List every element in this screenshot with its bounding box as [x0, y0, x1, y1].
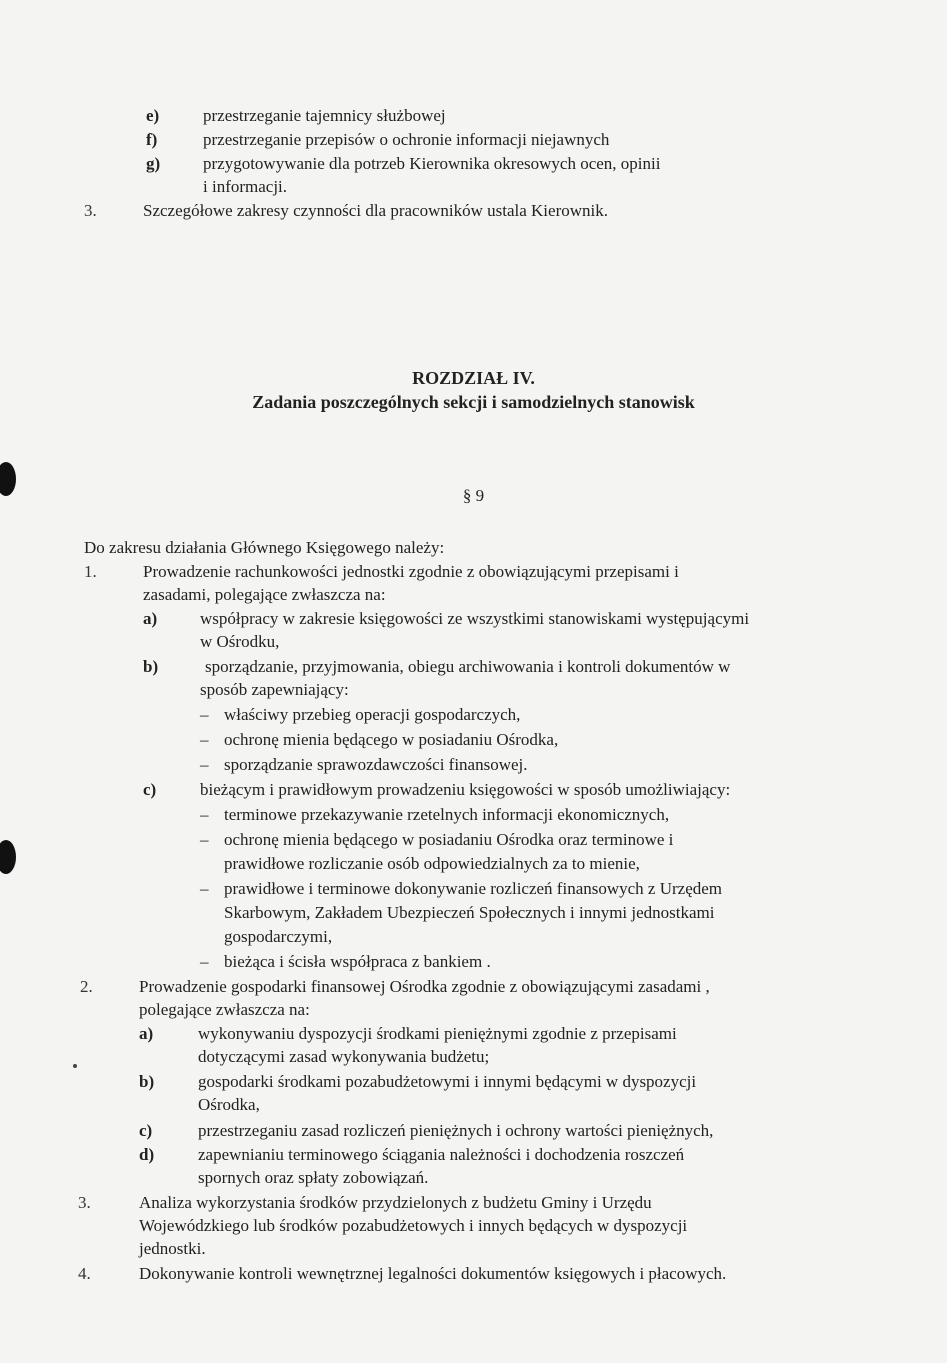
item-number: 1. [84, 562, 97, 581]
item-text: Dokonywanie kontroli wewnętrznej legalności dokumentów księgowych i płacowych. [139, 1264, 727, 1283]
list-label: c) [143, 780, 157, 799]
list-label: a) [143, 609, 158, 628]
dash-marker: – [200, 730, 209, 749]
item-text: Wojewódzkiego lub środków pozabudżetowych i innych będących w dyspozycji [139, 1216, 688, 1235]
item-text: Prowadzenie gospodarki finansowej Ośrodka zgodnie z obowiązującymi zasadami , [139, 977, 710, 996]
dash-marker: – [200, 805, 209, 824]
dash-item-text: prawidłowe rozliczanie osób odpowiedzialnych za to mienie, [224, 854, 640, 873]
list-label: d) [139, 1145, 155, 1164]
item-number: 2. [80, 977, 93, 996]
dash-item-text: właściwy przebieg operacji gospodarczych, [224, 705, 521, 724]
item-text: Prowadzenie rachunkowości jednostki zgodnie z obowiązującymi przepisami i [143, 562, 679, 581]
list-item-text: Ośrodka, [198, 1095, 260, 1114]
list-item-text: sporządzanie, przyjmowania, obiegu archiwowania i kontroli dokumentów w [205, 657, 731, 676]
list-item-text: przestrzeganie tajemnicy służbowej [203, 106, 446, 125]
list-label: f) [146, 130, 158, 149]
dash-marker: – [200, 830, 209, 849]
item-number: 3. [84, 201, 97, 220]
list-item-text: w Ośrodku, [200, 632, 280, 651]
list-label: g) [146, 154, 161, 173]
dash-item-text: sporządzanie sprawozdawczości finansowej. [224, 755, 528, 774]
dash-item-text: bieżąca i ścisła współpraca z bankiem . [224, 952, 491, 971]
dash-item-text: ochronę mienia będącego w posiadaniu Ośrodka, [224, 730, 559, 749]
dash-item-text: Skarbowym, Zakładem Ubezpieczeń Społecznych i innymi jednostkami [224, 903, 715, 922]
list-item-text: przestrzeganie przepisów o ochronie informacji niejawnych [203, 130, 610, 149]
list-item-text: wykonywaniu dyspozycji środkami pieniężnymi zgodnie z przepisami [198, 1024, 677, 1043]
section-number: § 9 [462, 486, 485, 505]
dash-item-text: gospodarczymi, [224, 927, 333, 946]
item-text: zasadami, polegające zwłaszcza na: [143, 585, 386, 604]
dash-item-text: ochronę mienia będącego w posiadaniu Ośrodka oraz terminowe i [224, 830, 674, 849]
dash-marker: – [200, 755, 209, 774]
list-item-text-cont: i informacji. [203, 177, 288, 196]
list-item-text: spornych oraz spłaty zobowiązań. [198, 1168, 429, 1187]
dash-marker: – [200, 952, 209, 971]
chapter-subtitle: Zadania poszczególnych sekcji i samodzielnych stanowisk [252, 392, 695, 412]
list-label: c) [139, 1121, 153, 1140]
item-text: polegające zwłaszcza na: [139, 1000, 310, 1019]
list-label: e) [146, 106, 160, 125]
list-item-text: przygotowywanie dla potrzeb Kierownika okresowych ocen, opinii [203, 154, 661, 173]
list-item-text: zapewnianiu terminowego ściągania należności i dochodzenia roszczeń [198, 1145, 685, 1164]
dash-marker: – [200, 879, 209, 898]
list-item-text: dotyczącymi zasad wykonywania budżetu; [198, 1047, 490, 1066]
item-text: Szczegółowe zakresy czynności dla pracowników ustala Kierownik. [143, 201, 608, 220]
dash-item-text: prawidłowe i terminowe dokonywanie rozliczeń finansowych z Urzędem [224, 879, 723, 898]
list-label: a) [139, 1024, 154, 1043]
list-label: b) [139, 1072, 155, 1091]
dash-item-text: terminowe przekazywanie rzetelnych informacji ekonomicznych, [224, 805, 670, 824]
list-item-text: współpracy w zakresie księgowości ze wszystkimi stanowiskami występującymi [200, 609, 750, 628]
list-item-text: gospodarki środkami pozabudżetowymi i innymi będącymi w dyspozycji [198, 1072, 697, 1091]
item-text: Analiza wykorzystania środków przydzielonych z budżetu Gminy i Urzędu [139, 1193, 652, 1212]
item-number: 4. [78, 1264, 91, 1283]
list-label: b) [143, 657, 159, 676]
item-number: 3. [78, 1193, 91, 1212]
item-text: jednostki. [139, 1239, 206, 1258]
scan-speck [73, 1064, 77, 1068]
list-item-text: bieżącym i prawidłowym prowadzeniu księgowości w sposób umożliwiający: [200, 780, 731, 799]
list-item-text: przestrzeganiu zasad rozliczeń pieniężnych i ochrony wartości pieniężnych, [198, 1121, 714, 1140]
list-item-text: sposób zapewniający: [200, 680, 349, 699]
chapter-title: ROZDZIAŁ IV. [412, 368, 535, 388]
dash-marker: – [200, 705, 209, 724]
intro-text: Do zakresu działania Głównego Księgowego należy: [84, 538, 445, 557]
punch-hole-bottom [0, 840, 16, 874]
